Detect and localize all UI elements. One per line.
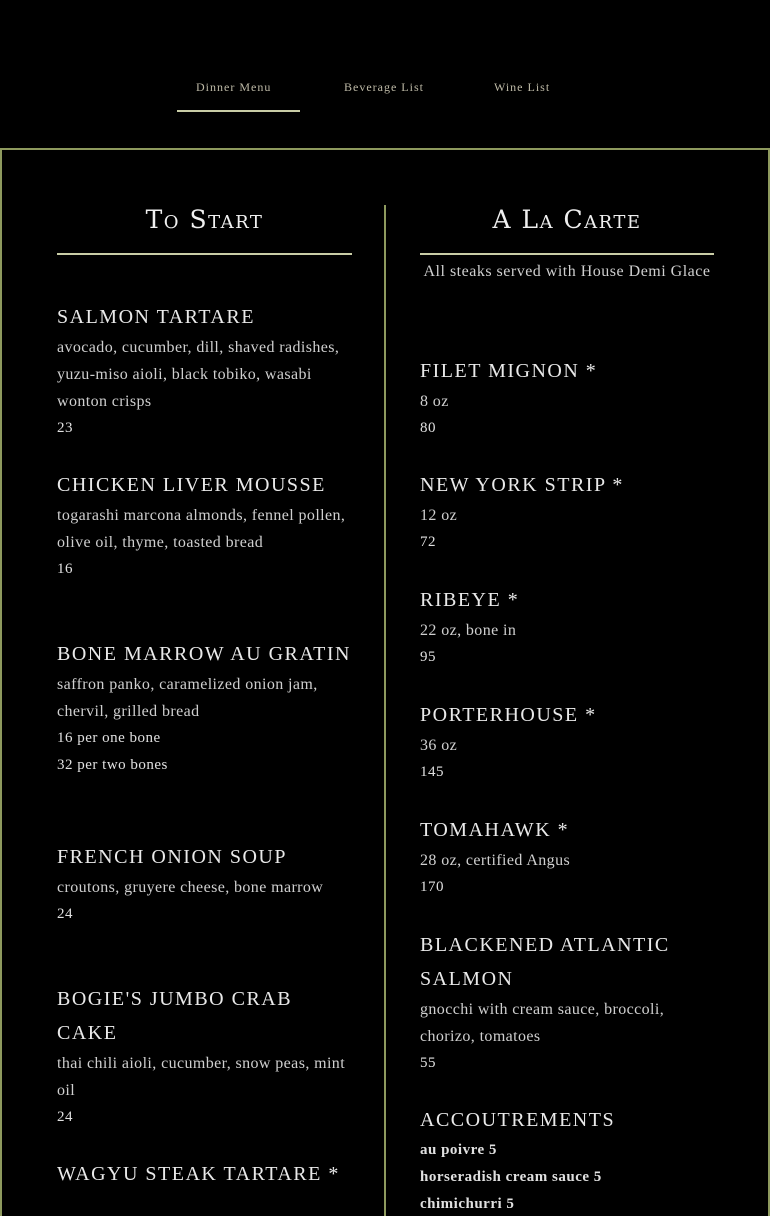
column-divider <box>384 205 386 1216</box>
menu-item <box>420 698 714 786</box>
menu-item <box>57 982 352 1131</box>
item-name: TOMAHAWK * <box>420 819 570 841</box>
item-description: gnocchi with cream sauce, broccoli, chorizo, tomatoes <box>420 1001 665 1045</box>
item-name: PORTERHOUSE * <box>420 704 597 726</box>
active-tab-indicator <box>177 110 300 112</box>
item-name: BOGIE'S JUMBO CRAB CAKE <box>57 988 293 1044</box>
item-name: ACCOUTREMENTS <box>420 1109 616 1131</box>
item-price: 72 <box>420 534 436 550</box>
tab-beverage-list[interactable]: Beverage List <box>344 80 424 94</box>
item-name: FILET MIGNON * <box>420 360 598 382</box>
item-description: 8 oz <box>420 393 449 410</box>
item-price: 55 <box>420 1055 436 1071</box>
menu-item <box>57 300 352 442</box>
item-name: CHICKEN LIVER MOUSSE <box>57 474 326 496</box>
item-name: FRENCH ONION SOUP <box>57 846 287 868</box>
item-description: 36 oz <box>420 737 458 754</box>
tab-wine-list[interactable]: Wine List <box>494 80 551 94</box>
item-name: BONE MARROW AU GRATIN <box>57 643 351 665</box>
item-description: croutons, gruyere cheese, bone marrow <box>57 879 324 896</box>
item-price <box>420 1191 714 1216</box>
section-heading-a-la-carte: A La Carte <box>492 205 642 234</box>
item-price: 145 <box>420 764 444 780</box>
item-price <box>420 1164 714 1191</box>
item-description: avocado, cucumber, dill, shaved radishes, yuzu-miso aioli, black tobiko, wasabi wonton crisps <box>57 339 340 410</box>
item-price: 170 <box>420 879 444 895</box>
item-price: 95 <box>420 649 436 665</box>
menu-panel <box>0 148 770 1216</box>
item-name: RIBEYE * <box>420 589 520 611</box>
menu-item <box>57 637 352 779</box>
accoutrement-horseradish: horseradish cream sauce 5 <box>420 1169 602 1185</box>
heading-rule <box>57 253 352 255</box>
steak-note: All steaks served with House Demi Glace <box>423 263 711 280</box>
item-price: 80 <box>420 420 436 436</box>
menu-item <box>420 468 714 556</box>
menu-item <box>57 1157 352 1191</box>
item-name: WAGYU STEAK TARTARE * <box>57 1163 340 1185</box>
accoutrement-au-poivre: au poivre 5 <box>420 1142 497 1158</box>
item-description: saffron panko, caramelized onion jam, chervil, grilled bread <box>57 676 318 720</box>
item-price: 24 <box>57 1109 73 1125</box>
section-heading-to-start: To Start <box>145 205 264 234</box>
item-price: 16 <box>57 561 73 577</box>
item-price: 24 <box>57 906 73 922</box>
item-description: 12 oz <box>420 507 458 524</box>
heading-rule <box>420 253 714 255</box>
item-description: thai chili aioli, cucumber, snow peas, mint oil <box>57 1055 346 1099</box>
item-price <box>420 1137 714 1164</box>
item-name: BLACKENED ATLANTIC SALMON <box>420 934 670 990</box>
item-name: NEW YORK STRIP * <box>420 474 624 496</box>
accoutrement-chimichurri: chimichurri 5 <box>420 1196 515 1212</box>
menu-item <box>420 354 714 442</box>
item-name: SALMON TARTARE <box>57 306 255 328</box>
menu-item <box>57 468 352 583</box>
item-price: 32 per two bones <box>57 757 168 773</box>
item-description: togarashi marcona almonds, fennel pollen, olive oil, thyme, toasted bread <box>57 507 346 551</box>
menu-tabs <box>0 0 770 148</box>
item-description: 28 oz, certified Angus <box>420 852 571 869</box>
item-description: 22 oz, bone in <box>420 622 517 639</box>
tab-dinner-menu[interactable]: Dinner Menu <box>196 80 272 94</box>
item-price: 23 <box>57 420 73 436</box>
menu-item <box>420 928 714 1077</box>
item-price: 16 per one bone <box>57 730 161 746</box>
menu-item <box>420 583 714 671</box>
menu-item <box>57 840 352 928</box>
menu-item <box>420 1103 714 1216</box>
menu-item <box>420 813 714 901</box>
